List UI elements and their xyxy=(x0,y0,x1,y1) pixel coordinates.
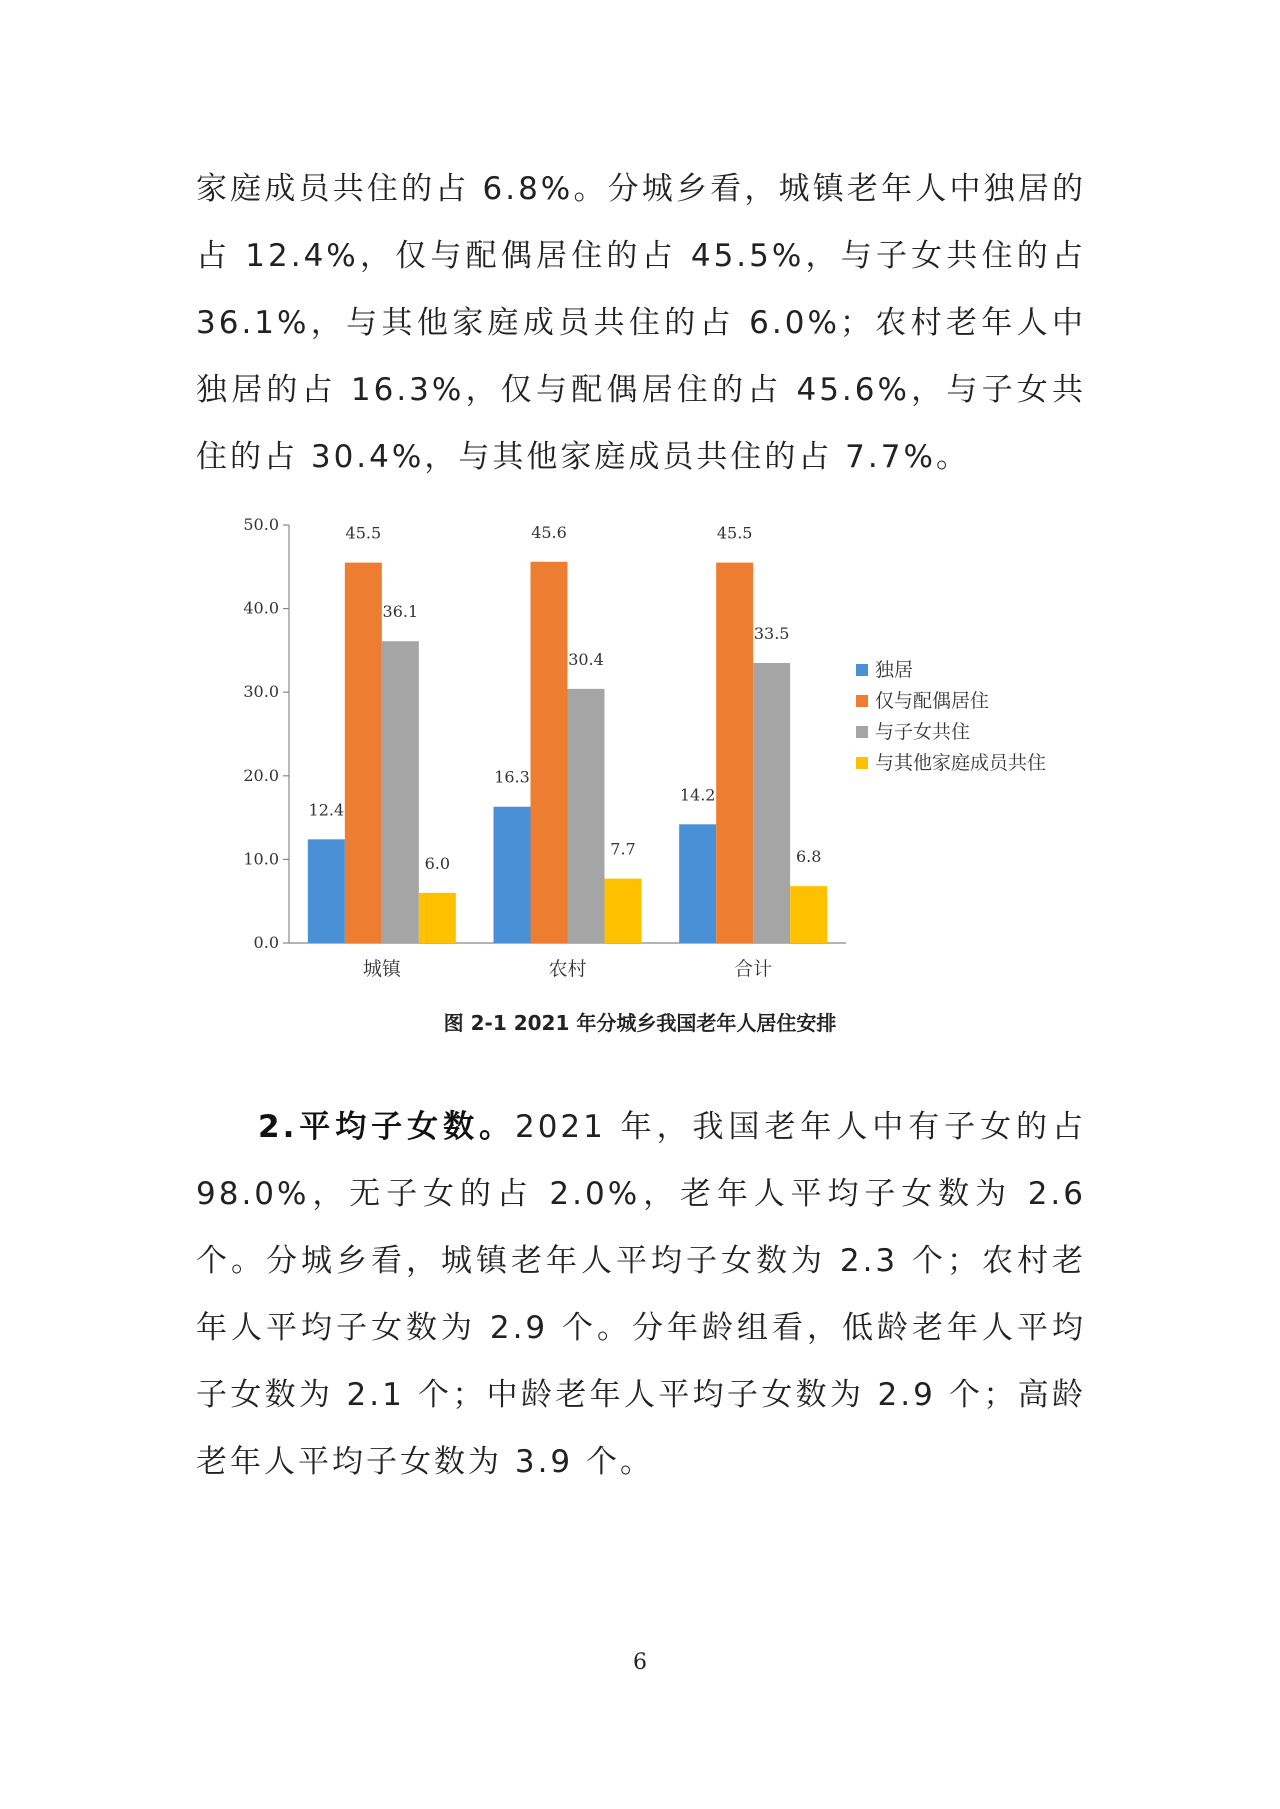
y-tick-label: 40.0 xyxy=(243,598,279,618)
y-tick-label: 20.0 xyxy=(243,765,279,785)
body-paragraph-bottom xyxy=(196,1094,1086,1496)
page-number: 6 xyxy=(633,1650,647,1675)
legend-swatch xyxy=(856,757,868,769)
data-label: 45.6 xyxy=(531,522,567,542)
y-tick-label: 10.0 xyxy=(243,849,279,869)
data-label: 14.2 xyxy=(679,785,716,805)
bar xyxy=(568,689,605,943)
body-paragraph-top: 家庭成员共住的占 6.8%。分城乡看，城镇老年人中独居的占 12.4%，仅与配偶居住的占 45.5%，与子女共住的占 36.1%，与其他家庭成员共住的占 6.0%；农村老年人中独居的占 16.3%，仅与配偶居住的占 45.6%，与子女共住的占 30.4%，与其他家庭成员共住的占 7.7%。 xyxy=(196,171,1086,475)
legend-swatch xyxy=(856,726,868,738)
data-label: 12.4 xyxy=(308,800,345,820)
legend-label: 仅与配偶居住 xyxy=(875,690,990,712)
data-label: 33.5 xyxy=(753,623,790,643)
bar xyxy=(679,824,716,943)
y-tick-label: 50.0 xyxy=(243,515,279,534)
bar xyxy=(716,563,753,943)
bar xyxy=(308,839,345,943)
category-label: 城镇 xyxy=(362,958,401,980)
data-label: 30.4 xyxy=(568,649,604,669)
section-heading: 2.平均子女数。 xyxy=(258,1109,515,1145)
bar xyxy=(790,886,827,943)
y-tick-label: 30.0 xyxy=(243,682,279,702)
data-label: 36.1 xyxy=(382,602,419,622)
y-tick-label: 0.0 xyxy=(253,933,279,952)
legend-label: 与其他家庭成员共住 xyxy=(875,752,1047,774)
bar xyxy=(531,562,568,943)
bar xyxy=(605,879,642,943)
legend-swatch xyxy=(856,664,868,676)
bar xyxy=(753,663,790,943)
legend-swatch xyxy=(856,695,868,707)
figure-caption: 图 2-1 2021 年分城乡我国老年人居住安排 xyxy=(443,1011,837,1035)
data-label: 6.8 xyxy=(795,847,822,867)
legend-label: 独居 xyxy=(875,659,914,681)
data-label: 16.3 xyxy=(494,767,530,787)
category-label: 合计 xyxy=(734,958,773,980)
data-label: 6.0 xyxy=(424,853,451,873)
data-label: 45.5 xyxy=(716,523,753,543)
bar xyxy=(494,807,531,943)
data-label: 7.7 xyxy=(610,839,636,859)
chart-container xyxy=(216,500,1066,990)
data-label: 45.5 xyxy=(345,523,382,543)
bar-chart xyxy=(216,500,1066,990)
section-body-text: 2021 年，我国老年人中有子女的占 98.0%，无子女的占 2.0%，老年人平均子女数为 2.6 个。分城乡看，城镇老年人平均子女数为 2.3 个；农村老年人平均子女数为 2.9 个。分年龄组看，低龄老年人平均子女数为 2.1 个；中龄老年人平均子女数为 2.9 个；高龄老年人平均子女数为 3.9 个。 xyxy=(196,1109,1086,1480)
bar xyxy=(345,563,382,943)
legend-label: 与子女共住 xyxy=(875,721,971,743)
bar xyxy=(419,893,456,943)
category-label: 农村 xyxy=(548,958,587,980)
bar xyxy=(382,641,419,943)
